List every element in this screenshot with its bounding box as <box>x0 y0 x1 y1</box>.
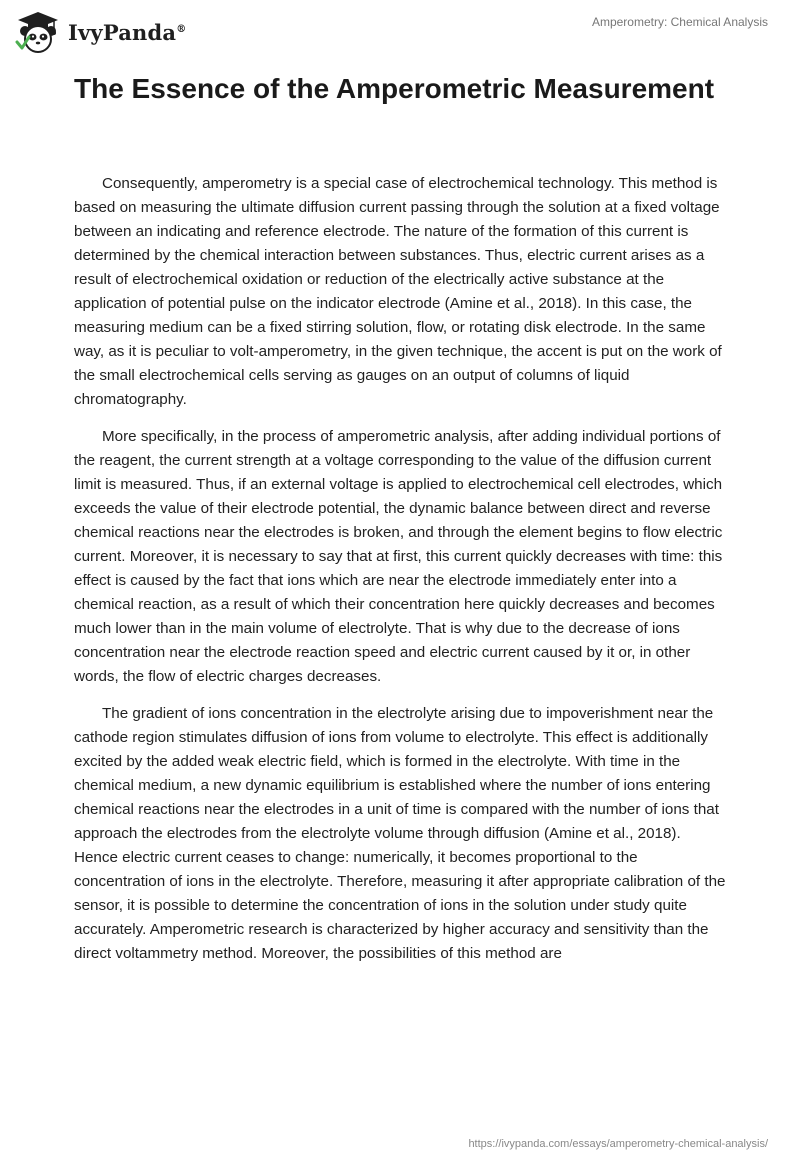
registered-mark: ® <box>176 23 187 35</box>
paragraph-1: Consequently, amperometry is a special case of electrochemical technology. This method is based on measuring the ultimate diffusion current passing through the solution at a fixed voltage between an indicating and reference electrode. The nature of the formation of this current is determined by the chemical interaction between substances. Thus, electric current arises as a result of electrochemical oxidation or reduction of the electrically active substance at the application of potential pulse on the indicator electrode (Amine et al., 2018). In this case, the measuring medium can be a fixed stirring solution, flow, or rotating disk electrode. In the same way, as it is peculiar to volt-amperometry, in the given technique, the accent is put on the work of the small electrochemical cells serving as gauges on an output of columns of liquid chromatography. <box>74 175 722 408</box>
page-title: The Essence of the Amperometric Measurement <box>74 73 715 104</box>
brand-name: IvyPanda® <box>68 19 187 45</box>
paragraph-3: The gradient of ions concentration in the electrolyte arising due to impoverishment near the cathode region stimulates diffusion of ions from volume to electrolyte. This effect is additionally excited by the added weak electric field, which is formed in the electrolyte. With time in the chemical medium, a new dynamic equilibrium is established where the number of ions entering chemical reactions near the electrodes in a unit of time is compared with the number of ions that approach the electrodes from the electrolyte volume through diffusion (Amine et al., 2018). Hence electric current ceases to change: numerically, it becomes proportional to the concentration of ions in the electrolyte. Therefore, measuring it after appropriate calibration of the sensor, it is possible to determine the concentration of ions in the solution under study quite accurately. Amperometric research is characterized by higher accuracy and sensitivity than the direct voltammetry method. Moreover, the possibilities of this method are <box>74 705 726 962</box>
article-body <box>74 172 726 979</box>
panda-mascot-icon <box>14 10 62 54</box>
document-header-title: Amperometry: Chemical Analysis <box>591 15 768 29</box>
footer-url-link[interactable]: https://ivypanda.com/essays/amperometry-chemical-analysis/ <box>468 1138 768 1150</box>
paragraph-2: More specifically, in the process of amperometric analysis, after adding individual portions of the reagent, the current strength at a voltage corresponding to the value of the diffusion current limit is measured. Thus, if an external voltage is applied to electrochemical cell electrodes, which exceeds the value of their electrode potential, the dynamic balance between direct and reverse chemical reactions near the electrodes is broken, and through the element begins to flow electric current. Moreover, it is necessary to say that at first, this current quickly decreases with time: this effect is caused by the fact that ions which are near the electrode immediately enter into a chemical reaction, as a result of which their concentration here quickly decreases and becomes much lower than in the main volume of electrolyte. That is why due to the decrease of ions concentration near the electrode reaction speed and electric current caused by it or, in other words, the flow of electric charges decreases. <box>74 428 723 685</box>
brand-logo[interactable] <box>14 10 186 54</box>
